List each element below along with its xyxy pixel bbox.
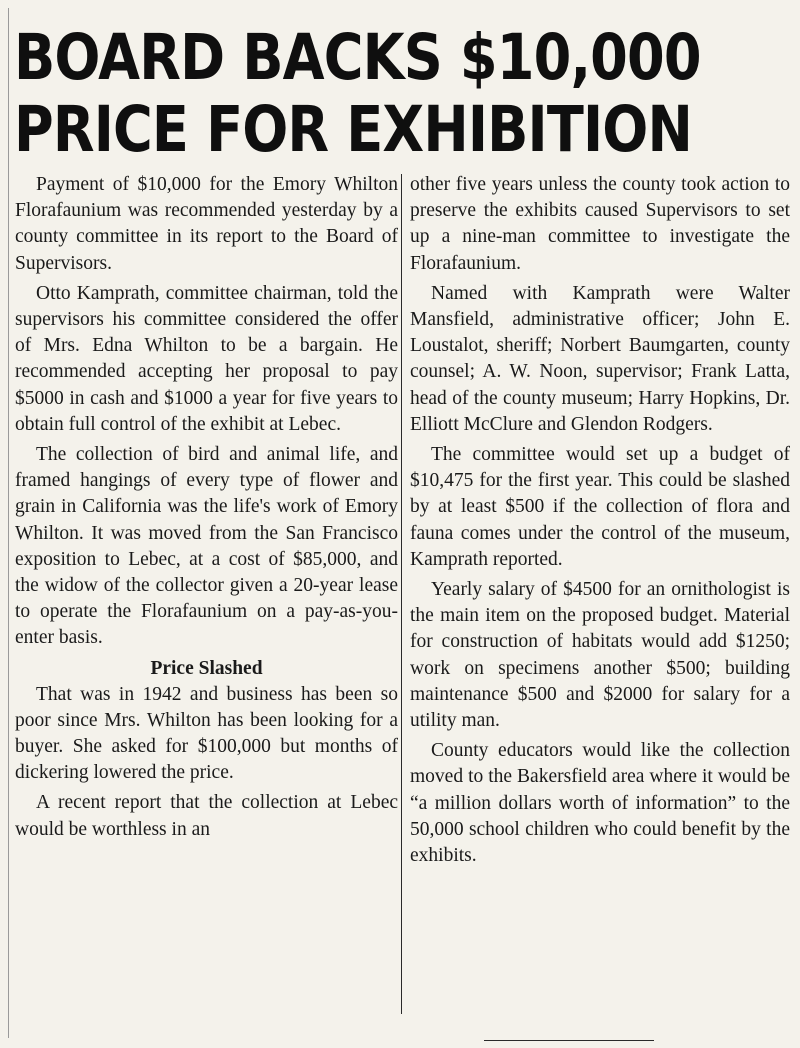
end-of-article-rule [484, 1040, 654, 1041]
right-column [410, 172, 790, 873]
paragraph: That was in 1942 and business has been so poor since Mrs. Whilton has been looking for a buyer. She asked for $100,000 but months of dickering lowered the price. [15, 683, 398, 784]
subheading: Price Slashed [150, 657, 263, 679]
paragraph: The collection of bird and animal life, and framed hangings of every type of flower and grain in California was the life's work of Emory Whilton. It was moved from the San Francisco exposition to Lebec, at a cost of $85,000, and the widow of the collector given a 20-year lease to operate the Florafaunium on a pay-as-you-enter basis. [15, 444, 398, 649]
paragraph: A recent report that the collection at Lebec would be worthless in an [15, 792, 398, 840]
paragraph: Otto Kamprath, committee chairman, told the supervisors his committee considered the offer of Mrs. Edna Whilton to be a bargain. He recommended accepting her proposal to pay $5000 in cash and $1000 a year for five years to obtain full control of the exhibit at Lebec. [15, 282, 398, 435]
headline [14, 21, 701, 166]
headline-line-2: PRICE FOR EXHIBITION [14, 93, 692, 166]
left-column [15, 172, 398, 847]
paragraph: Yearly salary of $4500 for an ornithologist is the main item on the proposed budget. Material for construction of habitats would add $1250; work on specimens another $500; building maintenance $500 and $2000 for salary for a utility man. [410, 579, 790, 732]
paragraph: Named with Kamprath were Walter Mansfield, administrative officer; John E. Loustalot, sheriff; Norbert Baumgarten, county counsel; A. W. Noon, supervisor; Frank Latta, head of the county museum; Harry Hopkins, Dr. Elliott McClure and Glendon Rodgers. [410, 282, 790, 435]
paragraph: County educators would like the collection moved to the Bakersfield area where it would be “a million dollars worth of information” to the 50,000 school children who could benefit by the exhibits. [410, 740, 790, 867]
headline-line-1: BOARD BACKS $10,000 [14, 21, 701, 94]
column-divider [401, 174, 402, 1014]
paragraph: Payment of $10,000 for the Emory Whilton Florafaunium was recommended yesterday by a county committee in its report to the Board of Supervisors. [15, 174, 398, 274]
page-edge-rule [8, 8, 9, 1038]
paragraph: other five years unless the county took action to preserve the exhibits caused Supervisors to set up a nine-man committee to investigate the Florafaunium. [410, 174, 790, 274]
paragraph: The committee would set up a budget of $10,475 for the first year. This could be slashed by at least $500 if the collection of flora and fauna comes under the control of the museum, Kamprath reported. [410, 444, 790, 570]
